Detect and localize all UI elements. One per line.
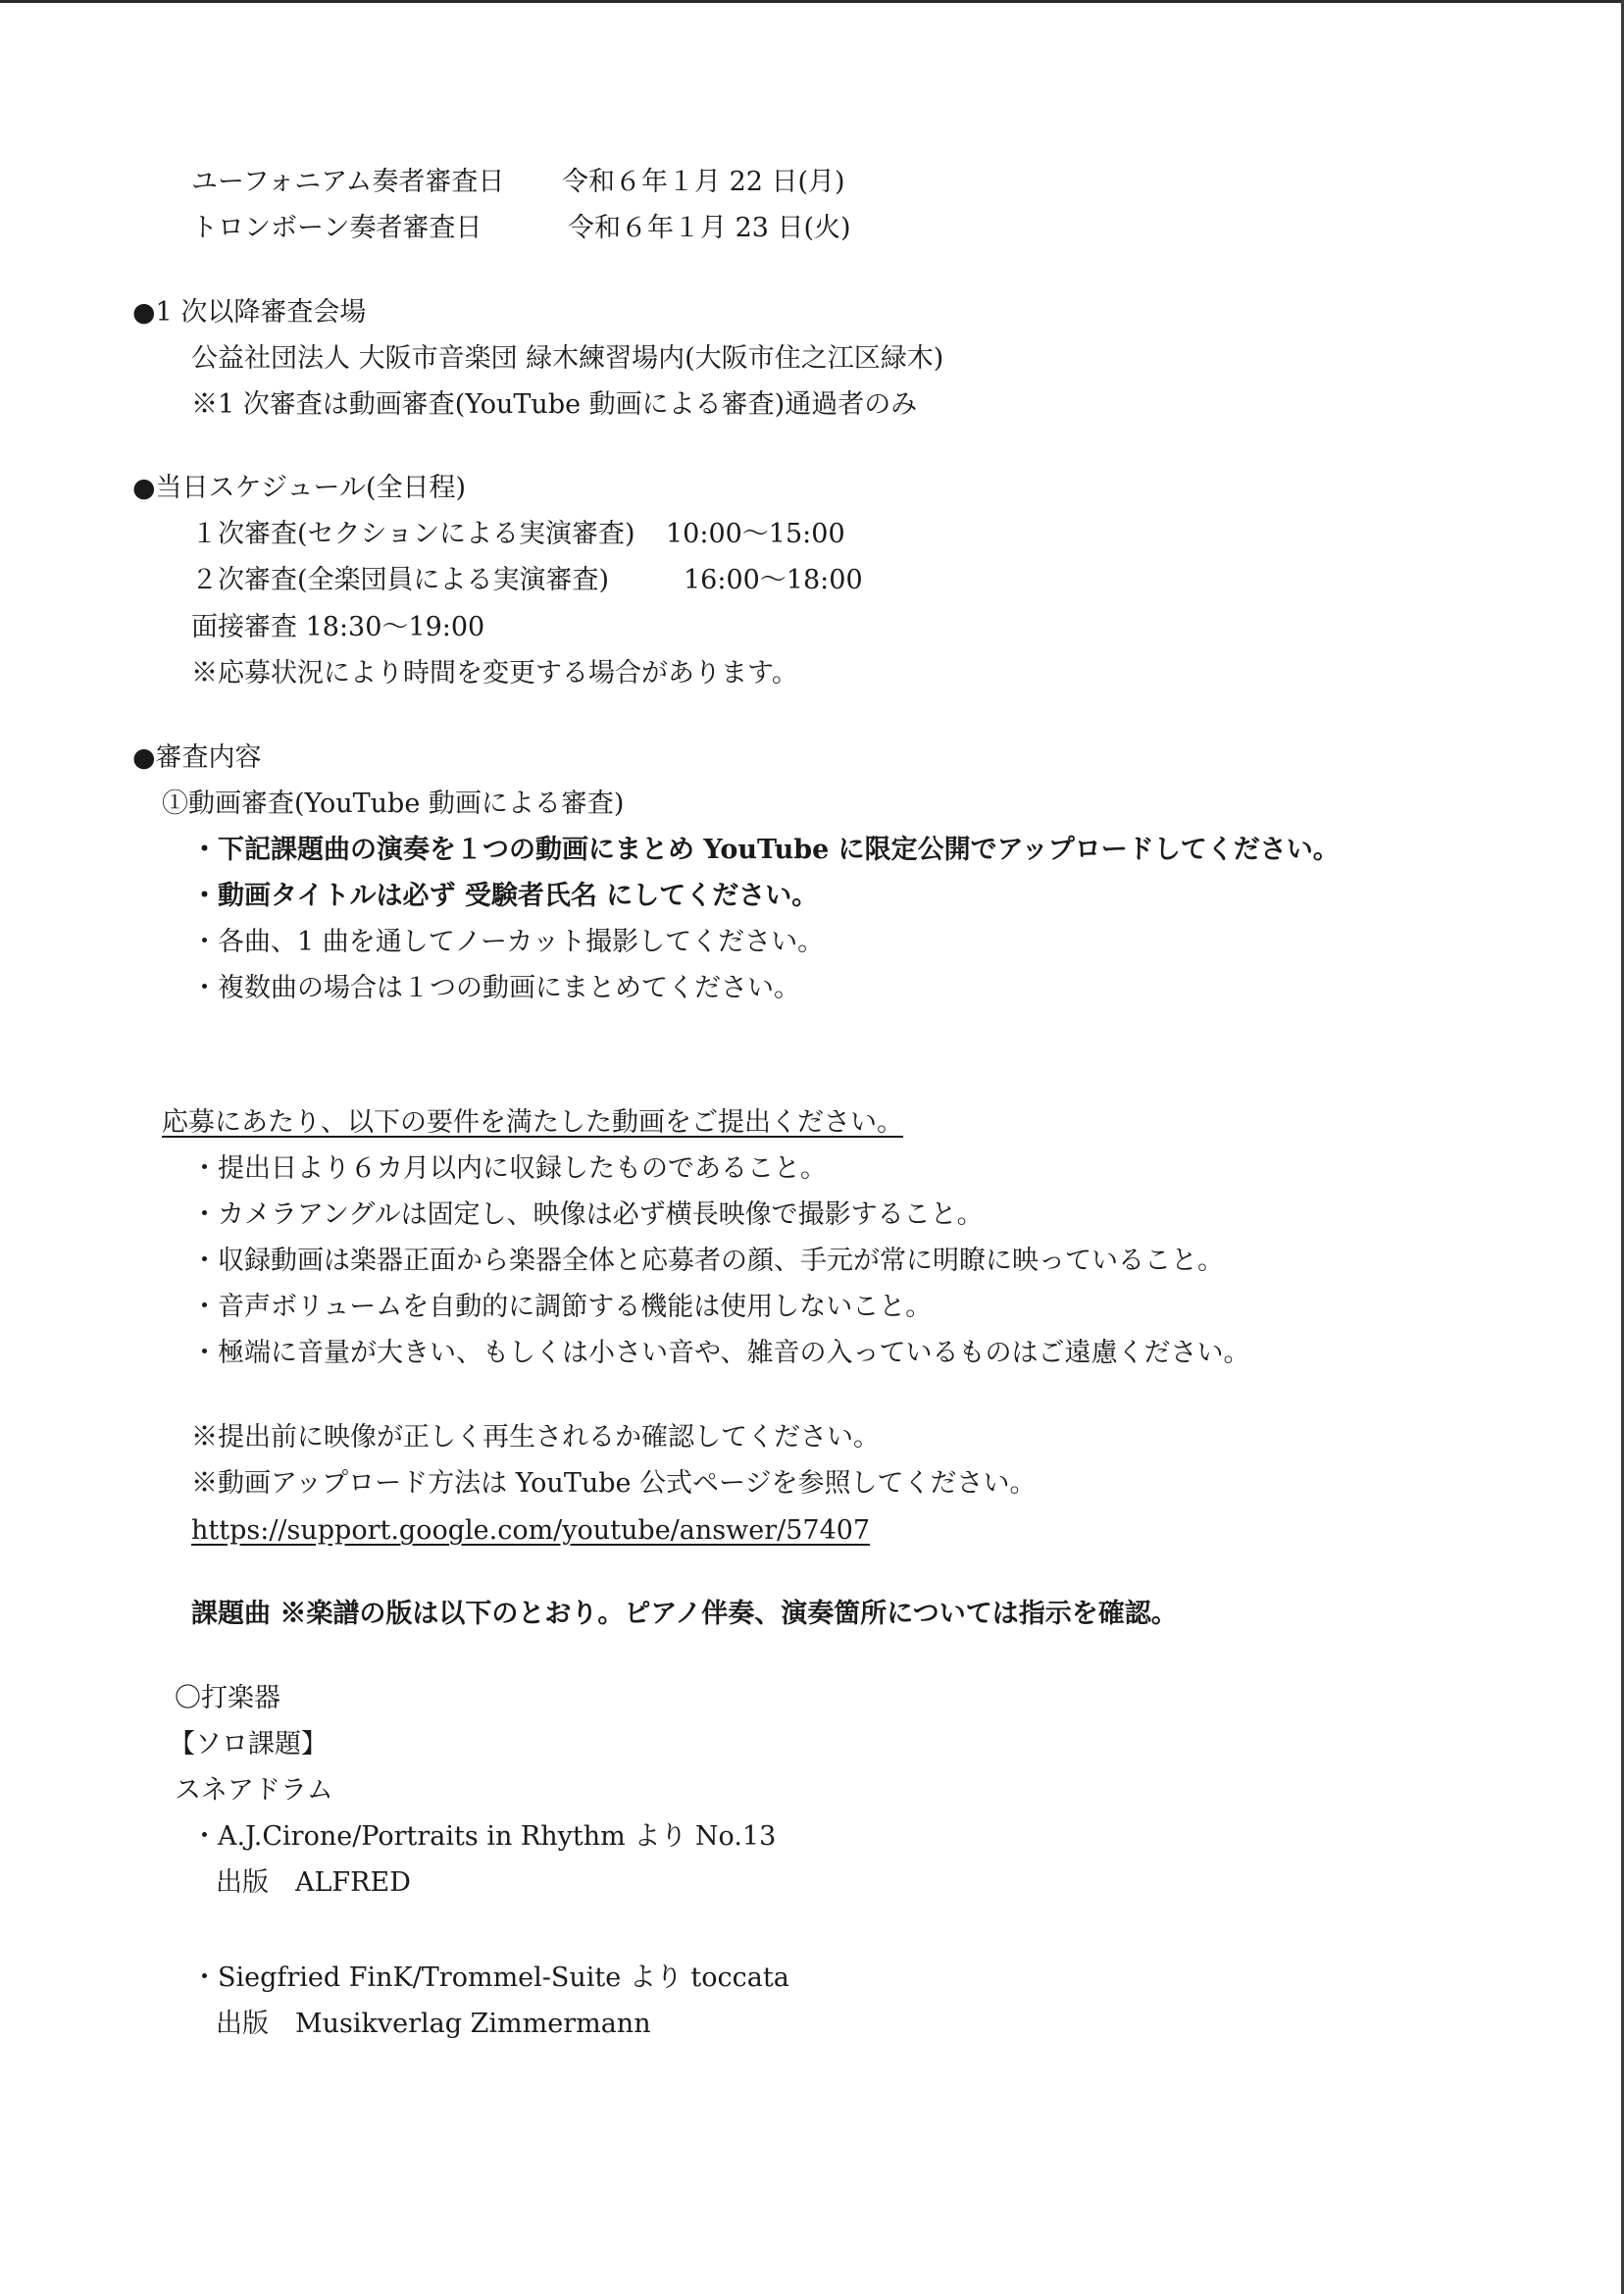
requirement-item: ・音声ボリュームを自動的に調節する機能は使用しないこと。 bbox=[191, 1292, 933, 1322]
round2-time: 16:00～18:00 bbox=[684, 565, 863, 595]
venue-place: 公益社団法人 大阪市音楽団 緑木練習場内(大阪市住之江区緑木) bbox=[191, 343, 944, 374]
rule-upload: ・下記課題曲の演奏を１つの動画にまとめ YouTube に限定公開でアップロードしてください。 bbox=[191, 835, 1340, 865]
round2-label: ２次審査(全楽団員による実演審査) bbox=[191, 565, 610, 595]
round1-time: 10:00～15:00 bbox=[666, 519, 845, 549]
solo-heading: 【ソロ課題】 bbox=[169, 1729, 328, 1759]
euphonium-label: ユーフォニアム奏者審査日 bbox=[191, 167, 505, 197]
day-schedule-heading: ●当日スケジュール(全日程) bbox=[132, 473, 467, 503]
interview-row: 面接審査 18:30～19:00 bbox=[191, 612, 485, 642]
piece-1: ・A.J.Cirone/Portraits in Rhythm より No.13 bbox=[191, 1821, 777, 1852]
euphonium-date: 令和６年１月 22 日(月) bbox=[562, 167, 845, 197]
rule-no-cut: ・各曲、1 曲を通してノーカット撮影してください。 bbox=[191, 927, 825, 957]
trombone-label: トロンボーン奏者審査日 bbox=[191, 213, 482, 243]
round1-label: １次審査(セクションによる実演審査) bbox=[191, 519, 635, 549]
piece-2-publisher: 出版 Musikverlag Zimmermann bbox=[216, 2009, 651, 2039]
piece-1-publisher: 出版 ALFRED bbox=[216, 1867, 411, 1898]
content-heading: ●審査内容 bbox=[132, 742, 262, 773]
trombone-date-row bbox=[191, 215, 851, 241]
piece-2: ・Siegfried FinK/Trommel-Suite より toccata bbox=[191, 1963, 789, 1993]
instrument-name: スネアドラム bbox=[175, 1775, 333, 1806]
requirements-heading: 応募にあたり、以下の要件を満たした動画をご提出ください。 bbox=[162, 1107, 903, 1138]
requirement-item: ・収録動画は楽器正面から楽器全体と応募者の顔、手元が常に明瞭に映っていること。 bbox=[191, 1246, 1224, 1276]
trombone-date: 令和６年１月 23 日(火) bbox=[568, 213, 851, 243]
euphonium-date-row bbox=[191, 169, 845, 195]
requirement-note: ※動画アップロード方法は YouTube 公式ページを参照してください。 bbox=[191, 1468, 1037, 1499]
requirement-note: ※提出前に映像が正しく再生されるか確認してください。 bbox=[191, 1422, 880, 1453]
page-top-edge bbox=[0, 0, 1624, 3]
pieces-heading: 課題曲 ※楽譜の版は以下のとおり。ピアノ伴奏、演奏箇所については指示を確認。 bbox=[191, 1599, 1178, 1629]
round1-row bbox=[191, 521, 845, 547]
round2-row bbox=[191, 567, 863, 593]
rule-title: ・動画タイトルは必ず 受験者氏名 にしてください。 bbox=[191, 881, 819, 911]
schedule-note: ※応募状況により時間を変更する場合があります。 bbox=[191, 658, 798, 688]
pieces-category: 〇打楽器 bbox=[175, 1683, 280, 1713]
venue-heading: ●1 次以降審査会場 bbox=[132, 297, 367, 328]
video-review-heading: ①動画審査(YouTube 動画による審査) bbox=[162, 789, 625, 819]
requirement-item: ・提出日より６カ月以内に収録したものであること。 bbox=[191, 1153, 827, 1184]
requirement-item: ・極端に音量が大きい、もしくは小さい音や、雑音の入っているものはご遠慮ください。 bbox=[191, 1338, 1250, 1368]
venue-note: ※1 次審査は動画審査(YouTube 動画による審査)通過者のみ bbox=[191, 389, 918, 420]
requirement-item: ・カメラアングルは固定し、映像は必ず横長映像で撮影すること。 bbox=[191, 1199, 984, 1230]
rule-single-video: ・複数曲の場合は１つの動画にまとめてください。 bbox=[191, 973, 800, 1003]
youtube-help-link[interactable]: https://support.google.com/youtube/answer/57407 bbox=[191, 1515, 871, 1546]
